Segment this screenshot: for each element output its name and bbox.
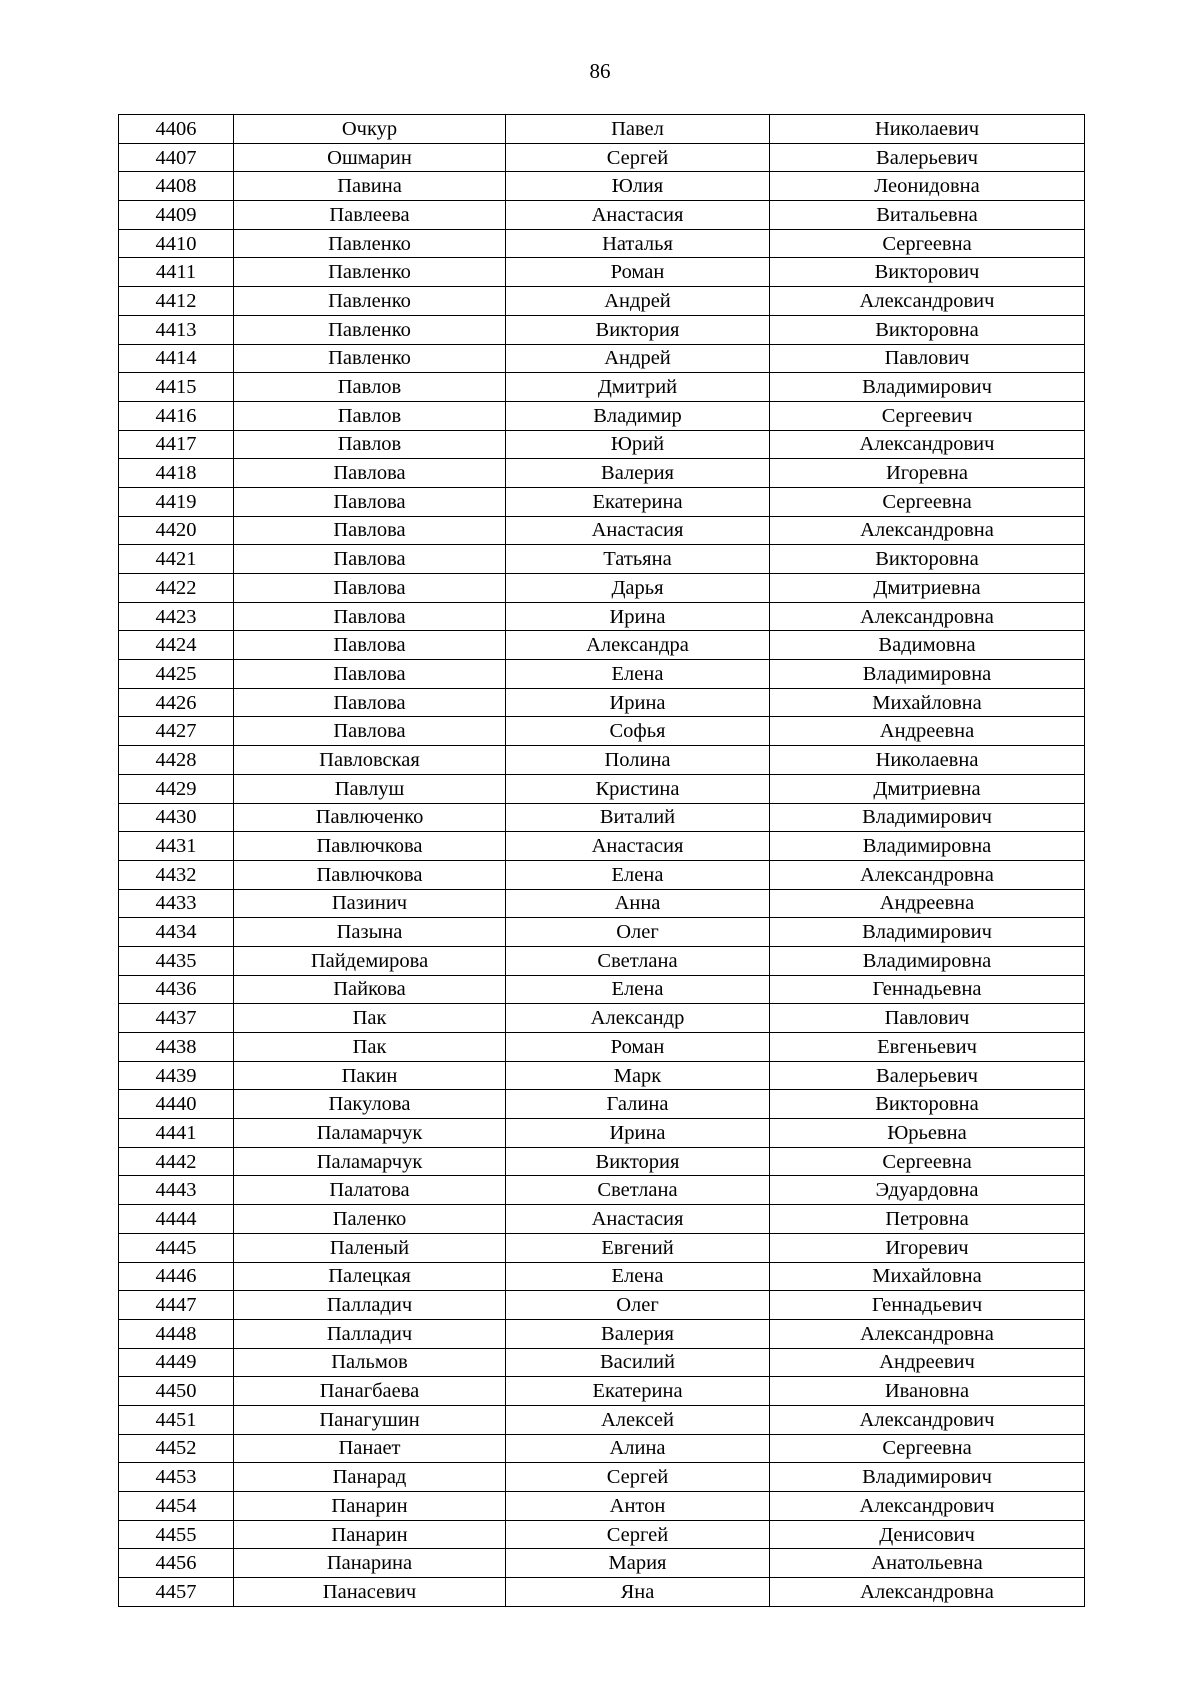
last-name-cell: Паламарчук [234, 1147, 506, 1176]
first-name-cell: Александр [506, 1004, 770, 1033]
first-name-cell: Полина [506, 746, 770, 775]
table-row [119, 545, 1085, 574]
patronymic-cell: Евгеньевич [770, 1033, 1085, 1062]
table-row [119, 1119, 1085, 1148]
table-row [119, 344, 1085, 373]
last-name-cell: Павлова [234, 631, 506, 660]
table-row [119, 889, 1085, 918]
patronymic-cell: Викторович [770, 258, 1085, 287]
last-name-cell: Павлюченко [234, 803, 506, 832]
last-name-cell: Павина [234, 172, 506, 201]
first-name-cell: Юрий [506, 430, 770, 459]
patronymic-cell: Владимирович [770, 803, 1085, 832]
first-name-cell: Елена [506, 860, 770, 889]
patronymic-cell: Викторовна [770, 1090, 1085, 1119]
patronymic-cell: Валерьевич [770, 1061, 1085, 1090]
last-name-cell: Палатова [234, 1176, 506, 1205]
table-row [119, 1090, 1085, 1119]
patronymic-cell: Игоревна [770, 459, 1085, 488]
patronymic-cell: Андреевич [770, 1348, 1085, 1377]
patronymic-cell: Николаевна [770, 746, 1085, 775]
last-name-cell: Очкур [234, 115, 506, 144]
patronymic-cell: Владимировна [770, 946, 1085, 975]
table-row [119, 1176, 1085, 1205]
row-number-cell: 4442 [119, 1147, 234, 1176]
first-name-cell: Олег [506, 1291, 770, 1320]
first-name-cell: Валерия [506, 1319, 770, 1348]
first-name-cell: Сергей [506, 1520, 770, 1549]
first-name-cell: Светлана [506, 1176, 770, 1205]
first-name-cell: Виктория [506, 1147, 770, 1176]
row-number-cell: 4420 [119, 516, 234, 545]
last-name-cell: Панарин [234, 1520, 506, 1549]
table-row [119, 373, 1085, 402]
row-number-cell: 4429 [119, 774, 234, 803]
first-name-cell: Анна [506, 889, 770, 918]
table-row [119, 832, 1085, 861]
row-number-cell: 4457 [119, 1578, 234, 1607]
table-row [119, 487, 1085, 516]
first-name-cell: Екатерина [506, 1377, 770, 1406]
first-name-cell: Сергей [506, 1463, 770, 1492]
table-row [119, 229, 1085, 258]
table-row [119, 918, 1085, 947]
row-number-cell: 4447 [119, 1291, 234, 1320]
first-name-cell: Светлана [506, 946, 770, 975]
row-number-cell: 4415 [119, 373, 234, 402]
table-row [119, 688, 1085, 717]
patronymic-cell: Анатольевна [770, 1549, 1085, 1578]
last-name-cell: Палладич [234, 1291, 506, 1320]
first-name-cell: Роман [506, 258, 770, 287]
patronymic-cell: Викторовна [770, 545, 1085, 574]
patronymic-cell: Александровна [770, 860, 1085, 889]
row-number-cell: 4455 [119, 1520, 234, 1549]
patronymic-cell: Александрович [770, 1492, 1085, 1521]
first-name-cell: Александра [506, 631, 770, 660]
table-row [119, 401, 1085, 430]
first-name-cell: Софья [506, 717, 770, 746]
table-row [119, 430, 1085, 459]
table-row [119, 803, 1085, 832]
row-number-cell: 4445 [119, 1233, 234, 1262]
row-number-cell: 4418 [119, 459, 234, 488]
patronymic-cell: Владимировна [770, 832, 1085, 861]
first-name-cell: Антон [506, 1492, 770, 1521]
row-number-cell: 4432 [119, 860, 234, 889]
row-number-cell: 4406 [119, 115, 234, 144]
first-name-cell: Яна [506, 1578, 770, 1607]
last-name-cell: Павлова [234, 660, 506, 689]
last-name-cell: Павлова [234, 516, 506, 545]
first-name-cell: Ирина [506, 688, 770, 717]
patronymic-cell: Михайловна [770, 1262, 1085, 1291]
last-name-cell: Павлов [234, 430, 506, 459]
first-name-cell: Олег [506, 918, 770, 947]
row-number-cell: 4425 [119, 660, 234, 689]
table-row [119, 516, 1085, 545]
row-number-cell: 4456 [119, 1549, 234, 1578]
patronymic-cell: Павлович [770, 344, 1085, 373]
table-row [119, 287, 1085, 316]
patronymic-cell: Валерьевич [770, 143, 1085, 172]
last-name-cell: Пазына [234, 918, 506, 947]
patronymic-cell: Сергеевич [770, 401, 1085, 430]
last-name-cell: Павленко [234, 258, 506, 287]
patronymic-cell: Александровна [770, 602, 1085, 631]
first-name-cell: Алексей [506, 1405, 770, 1434]
row-number-cell: 4446 [119, 1262, 234, 1291]
first-name-cell: Татьяна [506, 545, 770, 574]
first-name-cell: Мария [506, 1549, 770, 1578]
row-number-cell: 4421 [119, 545, 234, 574]
first-name-cell: Елена [506, 660, 770, 689]
table-row [119, 1319, 1085, 1348]
table-row [119, 574, 1085, 603]
first-name-cell: Андрей [506, 344, 770, 373]
last-name-cell: Павлючкова [234, 832, 506, 861]
patronymic-cell: Ивановна [770, 1377, 1085, 1406]
last-name-cell: Павлова [234, 459, 506, 488]
first-name-cell: Кристина [506, 774, 770, 803]
row-number-cell: 4444 [119, 1205, 234, 1234]
table-row [119, 774, 1085, 803]
table-row [119, 1348, 1085, 1377]
last-name-cell: Панагбаева [234, 1377, 506, 1406]
last-name-cell: Паламарчук [234, 1119, 506, 1148]
first-name-cell: Роман [506, 1033, 770, 1062]
patronymic-cell: Петровна [770, 1205, 1085, 1234]
table-row [119, 602, 1085, 631]
first-name-cell: Алина [506, 1434, 770, 1463]
patronymic-cell: Сергеевна [770, 487, 1085, 516]
row-number-cell: 4413 [119, 315, 234, 344]
patronymic-cell: Павлович [770, 1004, 1085, 1033]
last-name-cell: Павлова [234, 487, 506, 516]
row-number-cell: 4433 [119, 889, 234, 918]
first-name-cell: Анастасия [506, 832, 770, 861]
table-row [119, 1004, 1085, 1033]
last-name-cell: Павлуш [234, 774, 506, 803]
patronymic-cell: Денисович [770, 1520, 1085, 1549]
patronymic-cell: Николаевич [770, 115, 1085, 144]
patronymic-cell: Викторовна [770, 315, 1085, 344]
row-number-cell: 4422 [119, 574, 234, 603]
first-name-cell: Павел [506, 115, 770, 144]
last-name-cell: Панасевич [234, 1578, 506, 1607]
table-row [119, 631, 1085, 660]
first-name-cell: Елена [506, 1262, 770, 1291]
row-number-cell: 4437 [119, 1004, 234, 1033]
row-number-cell: 4408 [119, 172, 234, 201]
patronymic-cell: Александрович [770, 1405, 1085, 1434]
row-number-cell: 4423 [119, 602, 234, 631]
table-row [119, 946, 1085, 975]
last-name-cell: Панарин [234, 1492, 506, 1521]
first-name-cell: Анастасия [506, 1205, 770, 1234]
row-number-cell: 4434 [119, 918, 234, 947]
patronymic-cell: Юрьевна [770, 1119, 1085, 1148]
row-number-cell: 4430 [119, 803, 234, 832]
patronymic-cell: Дмитриевна [770, 774, 1085, 803]
last-name-cell: Палладич [234, 1319, 506, 1348]
last-name-cell: Паленко [234, 1205, 506, 1234]
row-number-cell: 4419 [119, 487, 234, 516]
table-row [119, 1377, 1085, 1406]
table-row [119, 1291, 1085, 1320]
row-number-cell: 4431 [119, 832, 234, 861]
page-number: 86 [589, 59, 611, 83]
patronymic-cell: Андреевна [770, 889, 1085, 918]
patronymic-cell: Сергеевна [770, 1147, 1085, 1176]
first-name-cell: Дарья [506, 574, 770, 603]
last-name-cell: Павленко [234, 344, 506, 373]
last-name-cell: Пайдемирова [234, 946, 506, 975]
row-number-cell: 4441 [119, 1119, 234, 1148]
row-number-cell: 4416 [119, 401, 234, 430]
table-row [119, 975, 1085, 1004]
table-row [119, 258, 1085, 287]
patronymic-cell: Михайловна [770, 688, 1085, 717]
table-row [119, 143, 1085, 172]
first-name-cell: Виталий [506, 803, 770, 832]
last-name-cell: Панарад [234, 1463, 506, 1492]
first-name-cell: Екатерина [506, 487, 770, 516]
last-name-cell: Павлова [234, 602, 506, 631]
last-name-cell: Павлючкова [234, 860, 506, 889]
table-row [119, 660, 1085, 689]
first-name-cell: Наталья [506, 229, 770, 258]
row-number-cell: 4439 [119, 1061, 234, 1090]
last-name-cell: Пайкова [234, 975, 506, 1004]
first-name-cell: Марк [506, 1061, 770, 1090]
table-row [119, 1205, 1085, 1234]
table-row [119, 315, 1085, 344]
first-name-cell: Василий [506, 1348, 770, 1377]
row-number-cell: 4410 [119, 229, 234, 258]
row-number-cell: 4414 [119, 344, 234, 373]
last-name-cell: Пак [234, 1033, 506, 1062]
last-name-cell: Палецкая [234, 1262, 506, 1291]
patronymic-cell: Владимирович [770, 373, 1085, 402]
last-name-cell: Павлеева [234, 201, 506, 230]
patronymic-cell: Игоревич [770, 1233, 1085, 1262]
patronymic-cell: Александровна [770, 516, 1085, 545]
table-row [119, 1549, 1085, 1578]
table-row [119, 746, 1085, 775]
first-name-cell: Сергей [506, 143, 770, 172]
table-row [119, 860, 1085, 889]
row-number-cell: 4454 [119, 1492, 234, 1521]
row-number-cell: 4427 [119, 717, 234, 746]
table-row [119, 1463, 1085, 1492]
patronymic-cell: Геннадьевна [770, 975, 1085, 1004]
row-number-cell: 4426 [119, 688, 234, 717]
row-number-cell: 4451 [119, 1405, 234, 1434]
roster-table [118, 114, 1085, 1607]
last-name-cell: Павлов [234, 373, 506, 402]
patronymic-cell: Вадимовна [770, 631, 1085, 660]
patronymic-cell: Александровна [770, 1319, 1085, 1348]
row-number-cell: 4412 [119, 287, 234, 316]
patronymic-cell: Дмитриевна [770, 574, 1085, 603]
first-name-cell: Галина [506, 1090, 770, 1119]
last-name-cell: Павлова [234, 717, 506, 746]
roster-body [119, 115, 1085, 1607]
first-name-cell: Виктория [506, 315, 770, 344]
table-row [119, 1147, 1085, 1176]
first-name-cell: Анастасия [506, 201, 770, 230]
last-name-cell: Павленко [234, 287, 506, 316]
row-number-cell: 4428 [119, 746, 234, 775]
table-row [119, 115, 1085, 144]
row-number-cell: 4435 [119, 946, 234, 975]
table-row [119, 1492, 1085, 1521]
patronymic-cell: Геннадьевич [770, 1291, 1085, 1320]
row-number-cell: 4440 [119, 1090, 234, 1119]
last-name-cell: Павловская [234, 746, 506, 775]
first-name-cell: Ирина [506, 602, 770, 631]
last-name-cell: Павленко [234, 229, 506, 258]
table-row [119, 172, 1085, 201]
row-number-cell: 4409 [119, 201, 234, 230]
row-number-cell: 4448 [119, 1319, 234, 1348]
table-row [119, 201, 1085, 230]
table-row [119, 1405, 1085, 1434]
last-name-cell: Ошмарин [234, 143, 506, 172]
last-name-cell: Павлов [234, 401, 506, 430]
row-number-cell: 4411 [119, 258, 234, 287]
patronymic-cell: Андреевна [770, 717, 1085, 746]
last-name-cell: Пакулова [234, 1090, 506, 1119]
table-row [119, 1578, 1085, 1607]
row-number-cell: 4452 [119, 1434, 234, 1463]
last-name-cell: Павлова [234, 545, 506, 574]
first-name-cell: Дмитрий [506, 373, 770, 402]
table-row [119, 717, 1085, 746]
last-name-cell: Паленый [234, 1233, 506, 1262]
row-number-cell: 4436 [119, 975, 234, 1004]
last-name-cell: Павлова [234, 574, 506, 603]
patronymic-cell: Владимирович [770, 1463, 1085, 1492]
table-row [119, 1520, 1085, 1549]
first-name-cell: Евгений [506, 1233, 770, 1262]
first-name-cell: Елена [506, 975, 770, 1004]
first-name-cell: Владимир [506, 401, 770, 430]
patronymic-cell: Александрович [770, 287, 1085, 316]
table-row [119, 1033, 1085, 1062]
table-row [119, 459, 1085, 488]
last-name-cell: Пак [234, 1004, 506, 1033]
row-number-cell: 4407 [119, 143, 234, 172]
first-name-cell: Андрей [506, 287, 770, 316]
patronymic-cell: Витальевна [770, 201, 1085, 230]
row-number-cell: 4417 [119, 430, 234, 459]
row-number-cell: 4449 [119, 1348, 234, 1377]
patronymic-cell: Владимирович [770, 918, 1085, 947]
last-name-cell: Панает [234, 1434, 506, 1463]
patronymic-cell: Александровна [770, 1578, 1085, 1607]
first-name-cell: Ирина [506, 1119, 770, 1148]
row-number-cell: 4450 [119, 1377, 234, 1406]
last-name-cell: Панарина [234, 1549, 506, 1578]
patronymic-cell: Леонидовна [770, 172, 1085, 201]
first-name-cell: Анастасия [506, 516, 770, 545]
patronymic-cell: Сергеевна [770, 229, 1085, 258]
row-number-cell: 4438 [119, 1033, 234, 1062]
last-name-cell: Павлова [234, 688, 506, 717]
last-name-cell: Панагушин [234, 1405, 506, 1434]
last-name-cell: Пазинич [234, 889, 506, 918]
patronymic-cell: Владимировна [770, 660, 1085, 689]
first-name-cell: Юлия [506, 172, 770, 201]
row-number-cell: 4424 [119, 631, 234, 660]
row-number-cell: 4453 [119, 1463, 234, 1492]
first-name-cell: Валерия [506, 459, 770, 488]
last-name-cell: Пальмов [234, 1348, 506, 1377]
table-row [119, 1233, 1085, 1262]
table-row [119, 1262, 1085, 1291]
patronymic-cell: Сергеевна [770, 1434, 1085, 1463]
patronymic-cell: Эдуардовна [770, 1176, 1085, 1205]
row-number-cell: 4443 [119, 1176, 234, 1205]
patronymic-cell: Александрович [770, 430, 1085, 459]
last-name-cell: Пакин [234, 1061, 506, 1090]
last-name-cell: Павленко [234, 315, 506, 344]
table-row [119, 1434, 1085, 1463]
table-row [119, 1061, 1085, 1090]
